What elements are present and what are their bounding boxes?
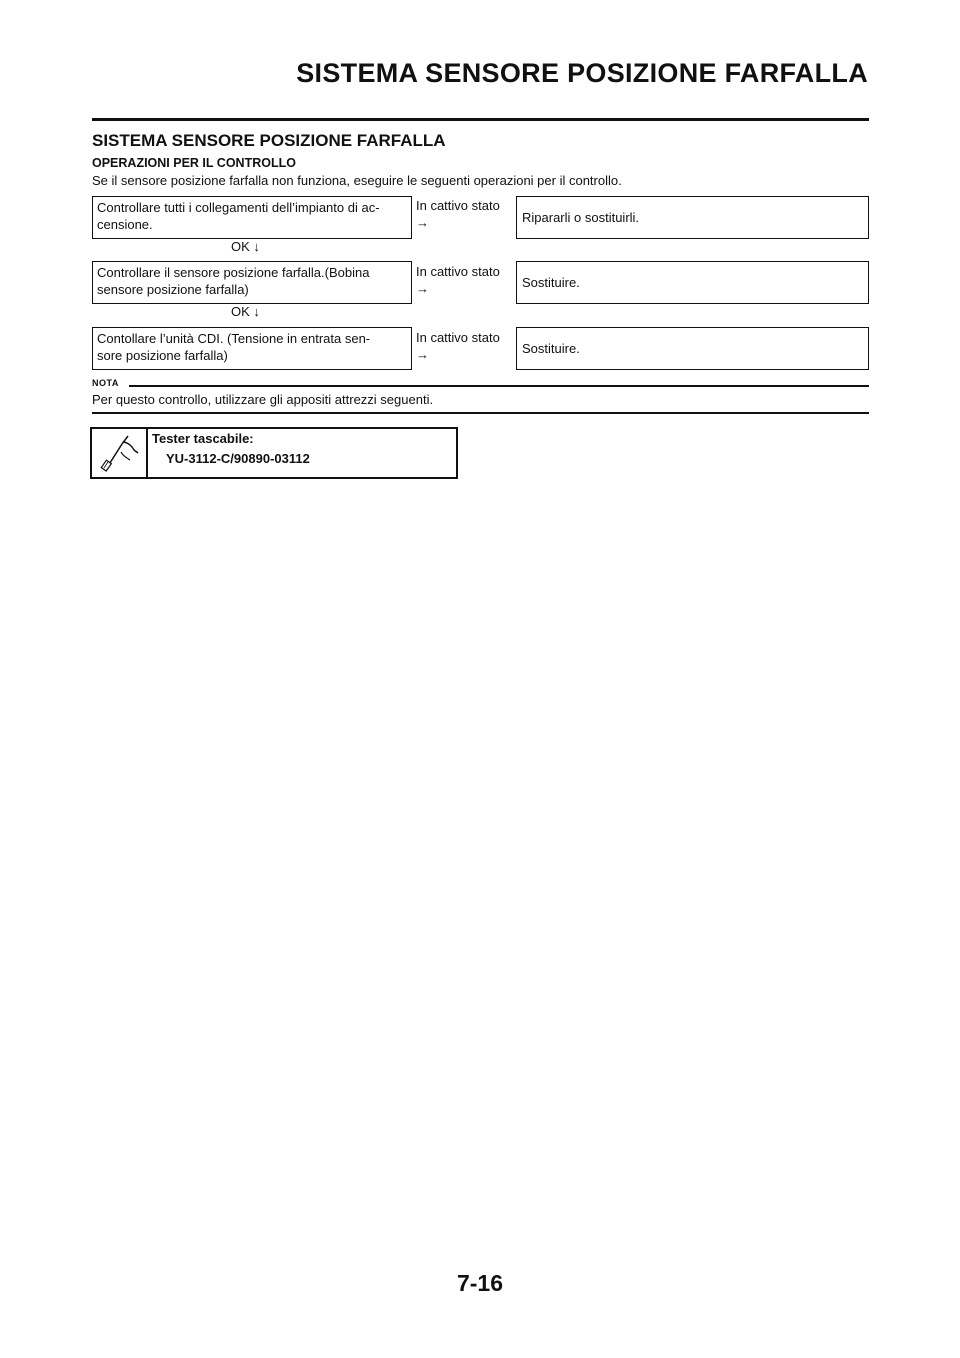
check-box-2-line1: Controllare il sensore posizione farfalla.(Bobina — [97, 265, 370, 280]
ok-label-1: OK ↓ — [231, 239, 260, 254]
arrow-right-icon: → — [416, 347, 429, 362]
arrow-right-icon: → — [416, 215, 429, 230]
page-header-title: SISTEMA SENSORE POSIZIONE FARFALLA — [296, 58, 868, 88]
subsection-title: OPERAZIONI PER IL CONTROLLO — [92, 156, 296, 170]
section-title: SISTEMA SENSORE POSIZIONE FARFALLA — [92, 131, 446, 150]
fail-text-1: In cattivo stato — [416, 198, 500, 213]
header-rule — [92, 118, 869, 121]
page-number: 7-16 — [456, 1270, 504, 1296]
check-box-3-line2: sore posizione farfalla) — [97, 348, 228, 363]
fail-label-2 — [416, 263, 500, 297]
special-tool-box — [90, 427, 458, 479]
check-box-3-line1: Contollare l’unità CDI. (Tensione in entrata sen- — [97, 331, 371, 346]
fail-label-1 — [416, 197, 500, 231]
check-box-1 — [92, 196, 412, 239]
pocket-tester-icon — [94, 430, 144, 476]
action-box-3 — [516, 327, 869, 370]
check-box-2-line2: sensore posizione farfalla) — [97, 282, 249, 297]
check-box-1-line2: censione. — [97, 217, 153, 232]
fail-text-3: In cattivo stato — [416, 330, 500, 345]
check-box-1-line1: Controllare tutti i collegamenti dell’impianto di ac- — [97, 200, 380, 215]
action-text-1: Ripararli o sostituirli. — [522, 210, 640, 225]
note-top-rule — [129, 385, 869, 387]
fail-label-3 — [416, 329, 500, 363]
tool-code: YU-3112-C/90890-03112 — [166, 451, 310, 466]
fail-text-2: In cattivo stato — [416, 264, 500, 279]
ok-label-2: OK ↓ — [231, 304, 260, 319]
action-text-2: Sostituire. — [522, 275, 580, 290]
tool-name: Tester tascabile: — [152, 431, 254, 446]
check-box-2 — [92, 261, 412, 304]
intro-text: Se il sensore posizione farfalla non funziona, eseguire le seguenti operazioni per il controllo. — [92, 173, 622, 188]
check-box-3 — [92, 327, 412, 370]
action-box-2 — [516, 261, 869, 304]
action-text-3: Sostituire. — [522, 341, 580, 356]
note-bottom-rule — [92, 412, 869, 414]
arrow-right-icon: → — [416, 281, 429, 296]
action-box-1 — [516, 196, 869, 239]
note-text: Per questo controllo, utilizzare gli appositi attrezzi seguenti. — [92, 392, 434, 407]
note-label: NOTA — [92, 378, 119, 388]
tool-icon-cell — [92, 429, 148, 477]
